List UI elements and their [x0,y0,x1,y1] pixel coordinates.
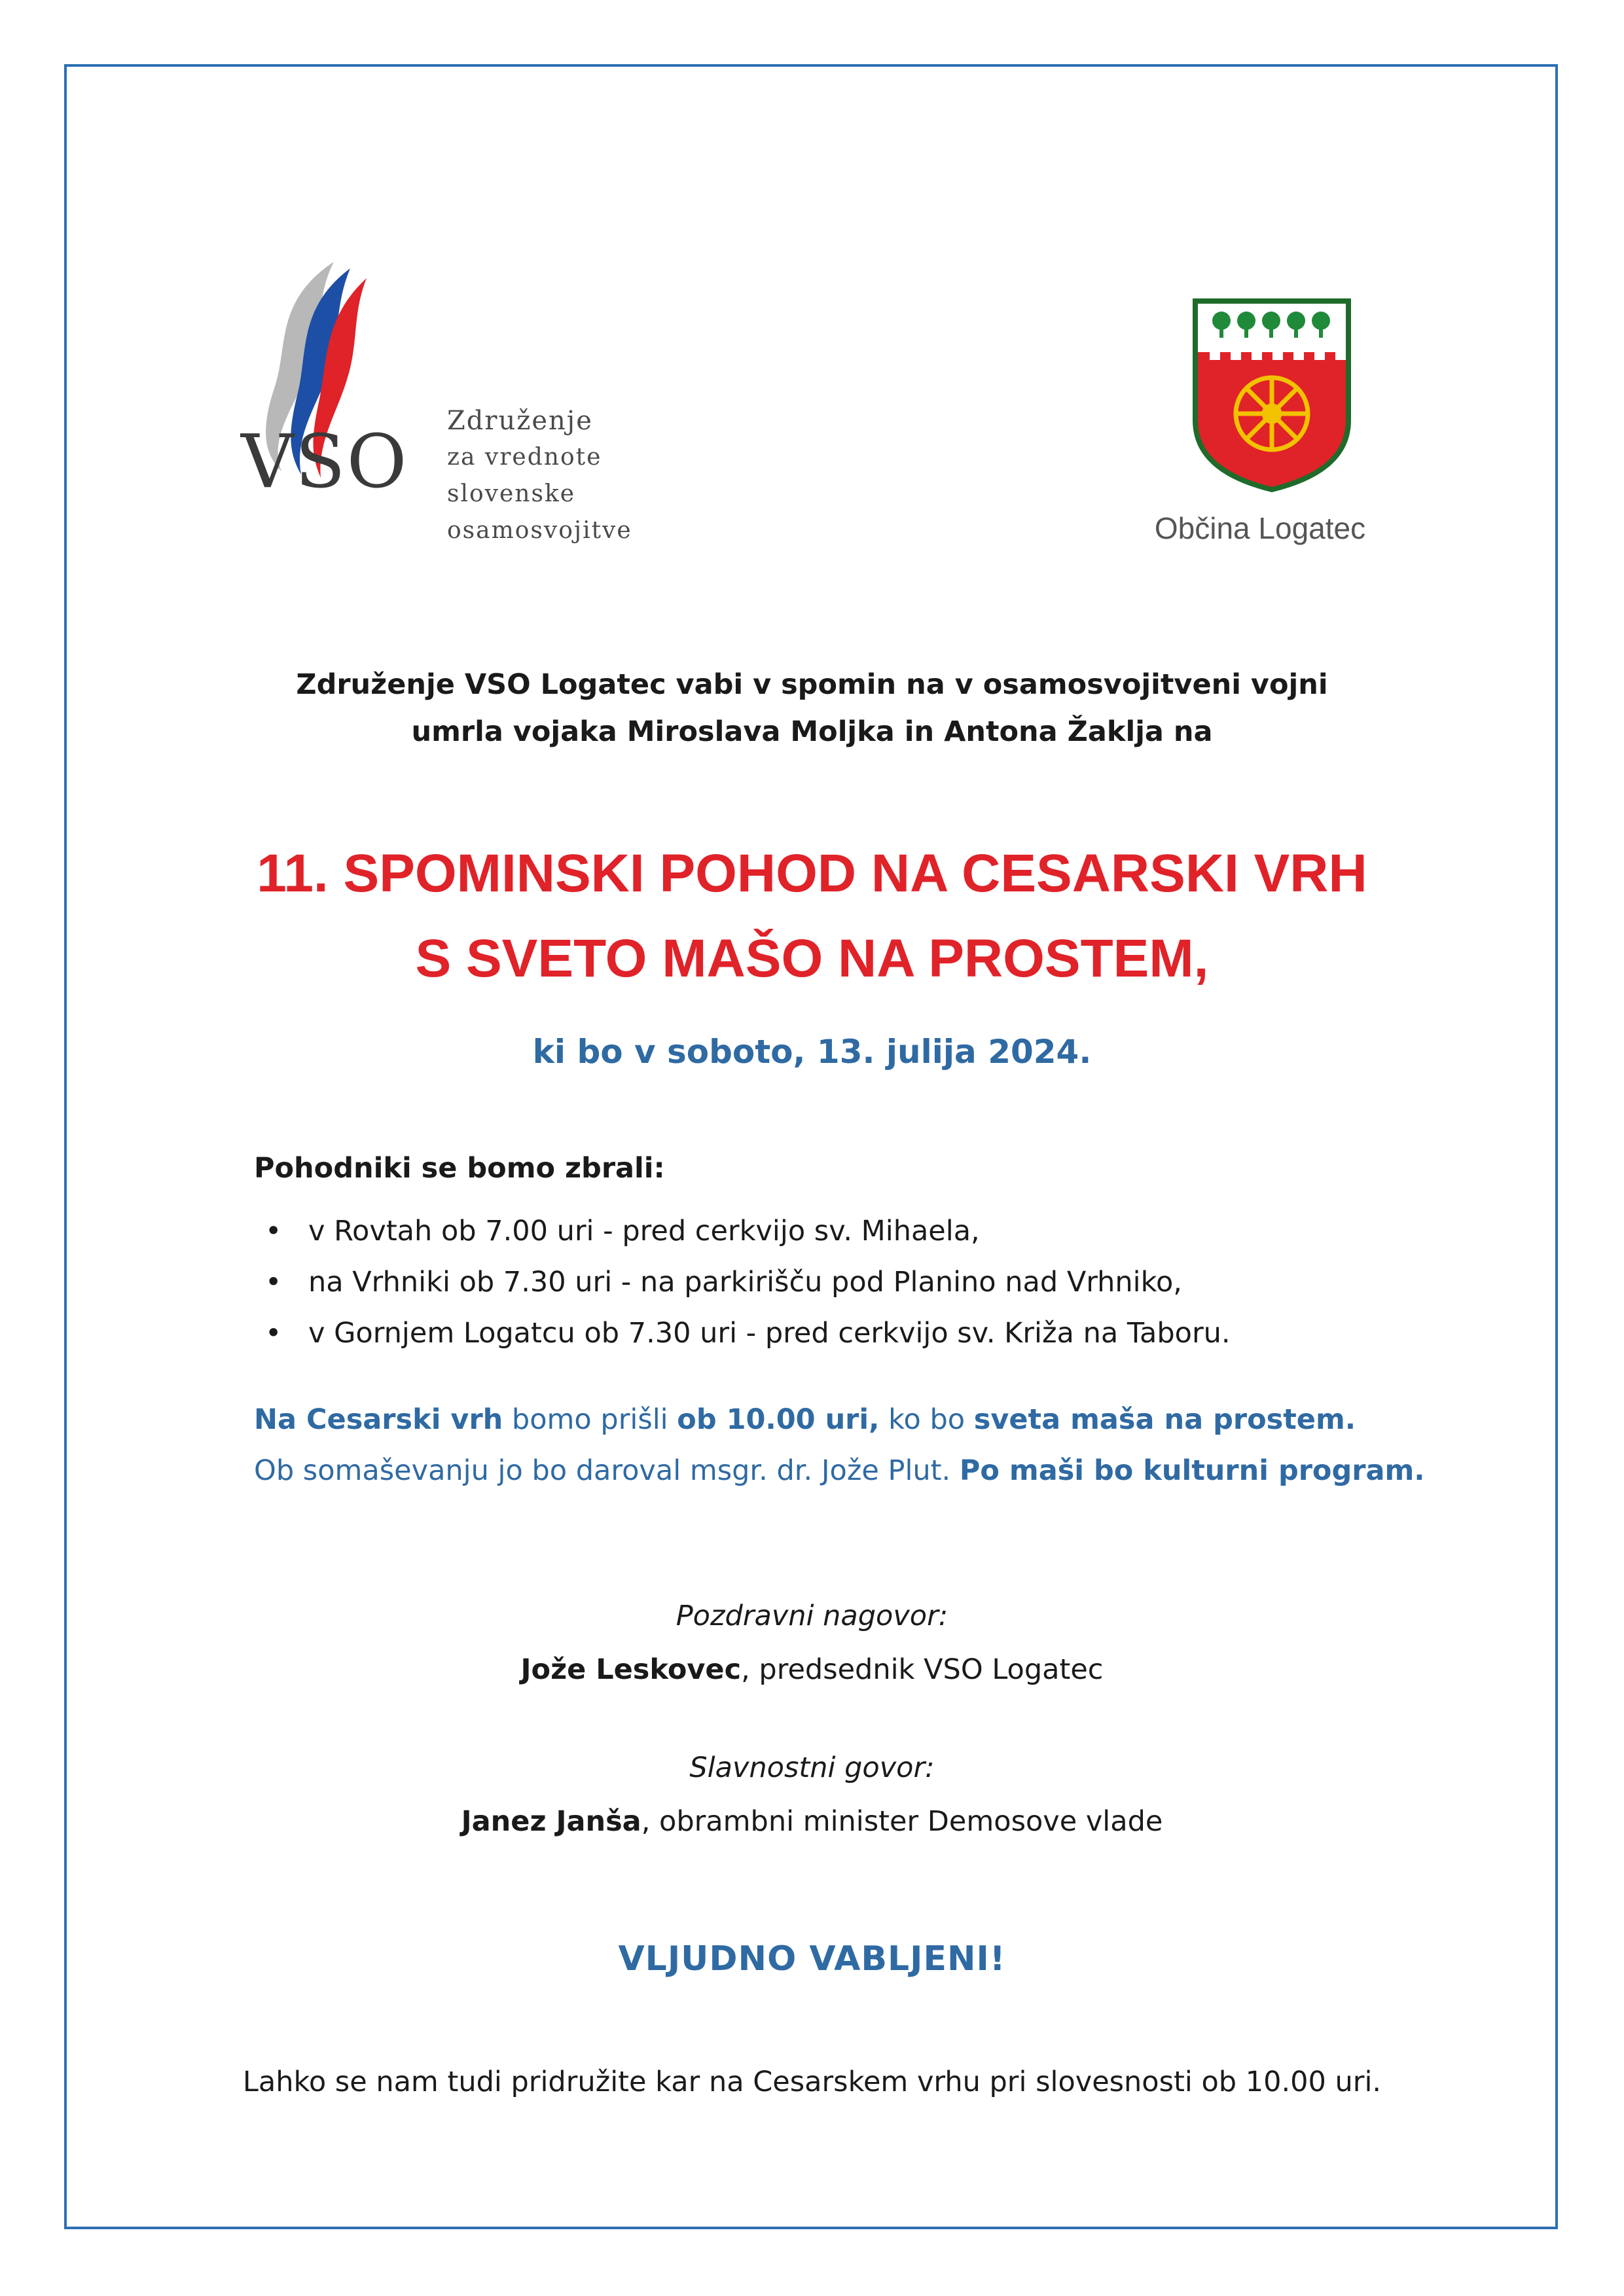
mass-text-bold: Po maši bo kulturni program. [959,1454,1425,1487]
mass-line-1 [254,1394,1425,1445]
intro-text [0,661,1624,755]
municipality-name: Občina Logatec [1154,511,1366,545]
greeting-speaker [0,1653,1624,1686]
intro-line: umrla vojaka Miroslava Moljka in Antona Žaklja na [411,715,1213,748]
vso-logo-text: VSO [241,420,408,505]
intro-line: Združenje VSO Logatec vabi v spomin na v osamosvojitveni vojni [296,668,1328,701]
vso-subtitle [447,403,632,549]
gathering-list [265,1206,1231,1359]
speaker-name: Janez Janša [461,1805,641,1838]
vso-subtitle-line: Združenje [447,406,593,436]
event-date: ki bo v soboto, 13. julija 2024. [532,1033,1092,1071]
mass-text-bold: Na Cesarski vrh [254,1403,503,1436]
welcome-text: VLJUDNO VABLJENI! [618,1939,1006,1979]
mass-text: Ob somaševanju jo bo daroval msgr. dr. Jože Plut. [254,1454,960,1487]
vso-subtitle-line: osamosvojitve [447,517,632,544]
vso-subtitle-line: za vrednote [447,444,602,471]
mass-text-bold: ob 10.00 uri, [677,1403,880,1436]
list-item: • v Rovtah ob 7.00 uri - pred cerkvijo sv. Mihaela, [265,1206,1231,1257]
footer-note: Lahko se nam tudi pridružite kar na Cesarskem vrhu pri slovesnosti ob 10.00 uri. [242,2066,1382,2098]
vso-subtitle-line: slovenske [447,480,576,507]
speaker-role: , predsednik VSO Logatec [741,1653,1104,1686]
mass-text: ko bo [879,1403,974,1436]
logatec-coat-of-arms-icon [1190,296,1354,492]
gathering-heading: Pohodniki se bomo zbrali: [254,1152,665,1185]
greeting-label: Pozdravni nagovor: [676,1600,948,1632]
title-line: 11. SPOMINSKI POHOD NA CESARSKI VRH [257,844,1367,903]
formal-label: Slavnostni govor: [689,1751,935,1784]
mass-line-2 [254,1445,1425,1496]
formal-speaker [0,1805,1624,1838]
speaker-role: , obrambni minister Demosove vlade [641,1805,1163,1838]
mass-text-bold: sveta maša na prostem. [973,1403,1356,1436]
event-title [0,831,1624,1001]
speaker-name: Jože Leskovec [520,1653,742,1686]
list-item: • na Vrhniki ob 7.30 uri - na parkirišču pod Planino nad Vrhniko, [265,1257,1231,1308]
list-item: • v Gornjem Logatcu ob 7.30 uri - pred cerkvijo sv. Križa na Taboru. [265,1308,1231,1359]
mass-paragraph [254,1394,1425,1496]
title-line: S SVETO MAŠO NA PROSTEM, [415,929,1209,988]
mass-text: bomo prišli [503,1403,677,1436]
